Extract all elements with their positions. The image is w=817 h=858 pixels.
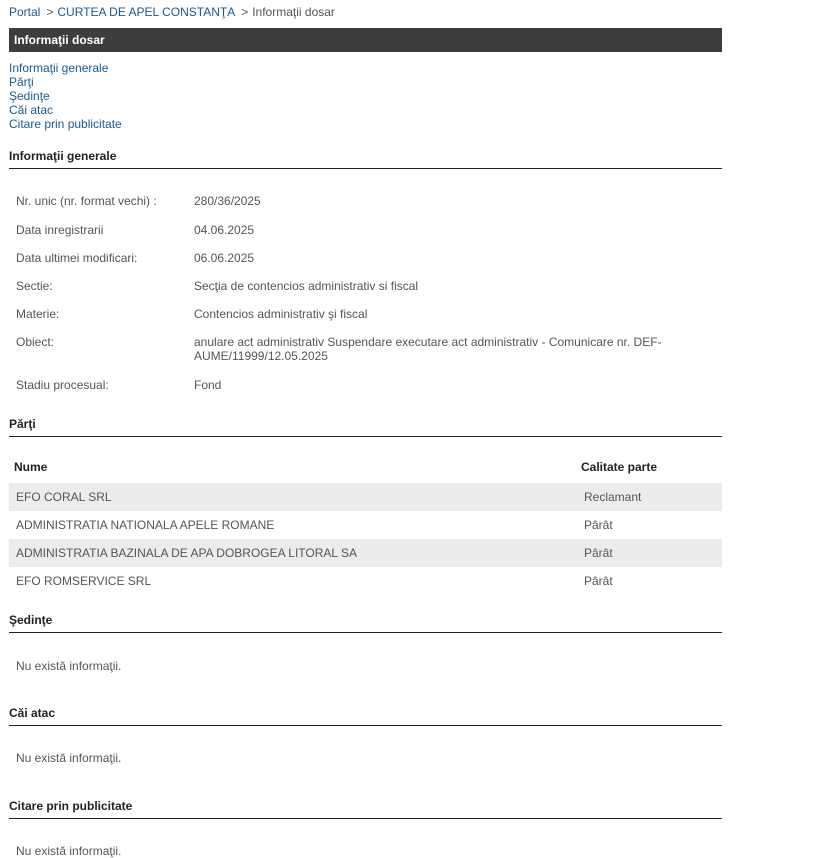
appeals-header: Căi atac bbox=[9, 706, 722, 726]
nav-link-appeals[interactable]: Căi atac bbox=[9, 103, 54, 117]
info-value: Contencios administrativ şi fiscal bbox=[194, 307, 368, 321]
parties-table-header bbox=[9, 460, 722, 478]
section-nav bbox=[9, 61, 122, 131]
breadcrumb-separator: > bbox=[241, 5, 249, 19]
info-label: Data ultimei modificari: bbox=[16, 251, 138, 265]
party-name: EFO CORAL SRL bbox=[16, 490, 112, 504]
table-row bbox=[9, 567, 722, 595]
info-label: Data inregistrarii bbox=[16, 223, 104, 237]
info-label: Sectie: bbox=[16, 279, 53, 293]
table-row bbox=[9, 511, 722, 539]
party-role: Pârât bbox=[584, 518, 613, 532]
hearings-header: Şedinţe bbox=[9, 613, 722, 633]
party-role: Pârât bbox=[584, 574, 613, 588]
party-name: ADMINISTRATIA BAZINALA DE APA DOBROGEA LITORAL SA bbox=[16, 546, 357, 560]
page-title: Informaţii dosar bbox=[9, 28, 722, 52]
info-value: 280/36/2025 bbox=[194, 194, 261, 208]
party-role: Pârât bbox=[584, 546, 613, 560]
party-name: ADMINISTRATIA NATIONALA APELE ROMANE bbox=[16, 518, 275, 532]
table-row bbox=[9, 539, 722, 567]
info-value: Secţia de contencios administrativ si fiscal bbox=[194, 279, 419, 293]
breadcrumb bbox=[9, 5, 335, 19]
breadcrumb-separator: > bbox=[46, 5, 54, 19]
column-header-name: Nume bbox=[14, 460, 48, 474]
info-label: Obiect: bbox=[16, 335, 55, 349]
info-label: Nr. unic (nr. format vechi) : bbox=[16, 194, 157, 208]
info-label: Materie: bbox=[16, 307, 60, 321]
appeals-empty-message: Nu există informaţii. bbox=[16, 751, 122, 765]
nav-link-citation[interactable]: Citare prin publicitate bbox=[9, 117, 122, 131]
breadcrumb-court-link[interactable]: CURTEA DE APEL CONSTANŢA bbox=[57, 5, 236, 19]
citation-header: Citare prin publicitate bbox=[9, 799, 722, 819]
citation-empty-message: Nu există informaţii. bbox=[16, 844, 122, 858]
info-value: anulare act administrativ Suspendare executare act administrativ - Comunicare nr. DEF-AUME/11999/12.05.2025 bbox=[194, 335, 662, 363]
info-value: 06.06.2025 bbox=[194, 251, 255, 265]
parties-header: Părţi bbox=[9, 417, 722, 437]
info-label: Stadiu procesual: bbox=[16, 378, 109, 392]
party-name: EFO ROMSERVICE SRL bbox=[16, 574, 152, 588]
nav-link-parties[interactable]: Părţi bbox=[9, 75, 34, 89]
breadcrumb-portal-link[interactable]: Portal bbox=[9, 5, 41, 19]
nav-link-hearings[interactable]: Şedinţe bbox=[9, 89, 50, 103]
info-value: 04.06.2025 bbox=[194, 223, 255, 237]
info-value: Fond bbox=[194, 378, 222, 392]
party-role: Reclamant bbox=[584, 490, 642, 504]
breadcrumb-current: Informaţii dosar bbox=[252, 5, 335, 19]
general-info-header: Informaţii generale bbox=[9, 149, 722, 169]
column-header-role: Calitate parte bbox=[581, 460, 658, 474]
table-row bbox=[9, 483, 722, 511]
nav-link-general-info[interactable]: Informaţii generale bbox=[9, 61, 109, 75]
hearings-empty-message: Nu există informaţii. bbox=[16, 659, 122, 673]
